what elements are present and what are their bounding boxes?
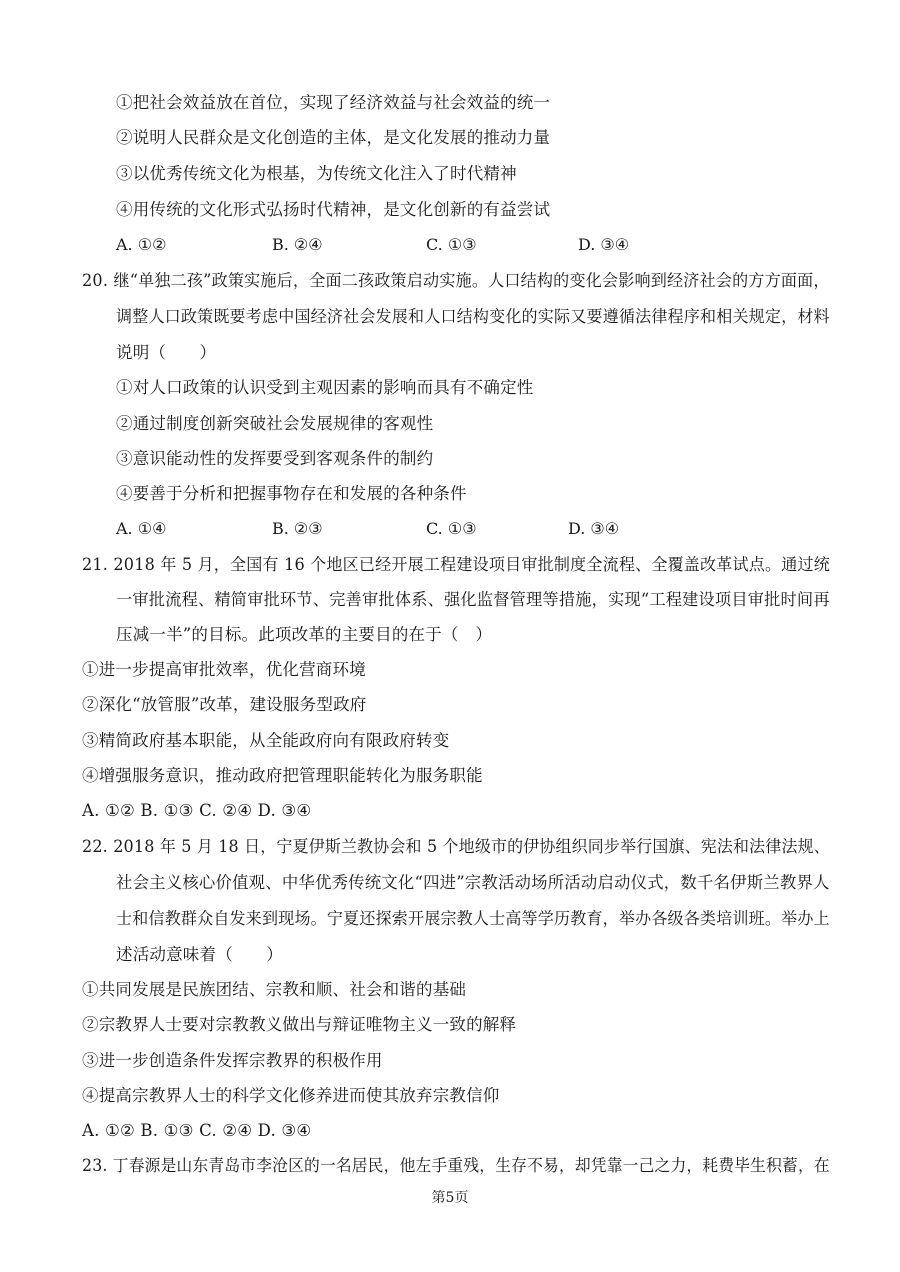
q19-option-c[interactable]: C. ①③ bbox=[426, 235, 477, 254]
q21-stem-line-3: 压减一半”的目标。此项改革的主要目的在于（ ） bbox=[116, 625, 493, 644]
q19-statement-1: ①把社会效益放在首位，实现了经济效益与社会效益的统一 bbox=[116, 93, 551, 112]
q21-stem-line-2: 一审批流程、精简审批环节、完善审批体系、强化监督管理等措施，实现“工程建设项目审批时间再 bbox=[116, 590, 830, 609]
q22-options[interactable]: A. ①② B. ①③ C. ②④ D. ③④ bbox=[82, 1121, 312, 1140]
q20-statement-2: ②通过制度创新突破社会发展规律的客观性 bbox=[116, 414, 434, 433]
q22-statement-1: ①共同发展是民族团结、宗教和顺、社会和谐的基础 bbox=[82, 980, 467, 999]
q20-option-b[interactable]: B. ②③ bbox=[272, 519, 323, 538]
q22-stem-line-2: 社会主义核心价值观、中华优秀传统文化“四进”宗教活动场所活动启动仪式，数千名伊斯兰教界人 bbox=[116, 873, 830, 892]
q19-options bbox=[116, 234, 716, 256]
q21-statement-2: ②深化“放管服”改革，建设服务型政府 bbox=[82, 695, 367, 714]
q22-stem-line-1: 22. 2018 年 5 月 18 日，宁夏伊斯兰教协会和 5 个地级市的伊协组织同步举行国旗、宪法和法律法规、 bbox=[82, 837, 830, 856]
q22-statement-2: ②宗教界人士要对宗教教义做出与辩证唯物主义一致的解释 bbox=[82, 1015, 517, 1034]
q21-stem-line-1: 21. 2018 年 5 月，全国有 16 个地区已经开展工程建设项目审批制度全流程、全覆盖改革试点。通过统 bbox=[82, 555, 831, 574]
q20-stem-line-2: 调整人口政策既要考虑中国经济社会发展和人口结构变化的实际又要遵循法律程序和相关规定，材料 bbox=[116, 307, 830, 326]
q19-statement-4: ④用传统的文化形式弘扬时代精神，是文化创新的有益尝试 bbox=[116, 200, 551, 219]
q20-option-c[interactable]: C. ①③ bbox=[426, 519, 477, 538]
page-number: 第5页 bbox=[431, 1190, 469, 1206]
q20-statement-4: ④要善于分析和把握事物存在和发展的各种条件 bbox=[116, 484, 467, 503]
q20-options bbox=[116, 518, 716, 540]
q19-option-a[interactable]: A. ①② bbox=[116, 235, 167, 254]
q23-stem-line-1: 23. 丁春源是山东青岛市李沧区的一名居民，他左手重残，生存不易，却凭靠一己之力，耗费毕生积蓄，在 bbox=[82, 1156, 830, 1175]
q22-statement-3: ③进一步创造条件发挥宗教界的积极作用 bbox=[82, 1051, 383, 1070]
q20-stem-line-1: 20. 继“单独二孩”政策实施后，全面二孩政策启动实施。人口结构的变化会影响到经济社会的方方面面， bbox=[82, 271, 830, 290]
q21-statement-1: ①进一步提高审批效率，优化营商环境 bbox=[82, 660, 366, 679]
q21-options[interactable]: A. ①② B. ①③ C. ②④ D. ③④ bbox=[82, 801, 312, 820]
q19-option-b[interactable]: B. ②④ bbox=[272, 235, 323, 254]
q22-stem-line-4: 述活动意味着（ ） bbox=[116, 945, 283, 964]
q20-stem-line-3: 说明（ ） bbox=[116, 343, 217, 362]
q19-statement-2: ②说明人民群众是文化创造的主体，是文化发展的推动力量 bbox=[116, 128, 551, 147]
q19-statement-3: ③以优秀传统文化为根基，为传统文化注入了时代精神 bbox=[116, 164, 517, 183]
q21-statement-3: ③精简政府基本职能，从全能政府向有限政府转变 bbox=[82, 731, 450, 750]
q20-option-d[interactable]: D. ③④ bbox=[568, 519, 620, 538]
q20-statement-3: ③意识能动性的发挥要受到客观条件的制约 bbox=[116, 449, 434, 468]
q20-statement-1: ①对人口政策的认识受到主观因素的影响而具有不确定性 bbox=[116, 378, 534, 397]
q22-stem-line-3: 士和信教群众自发来到现场。宁夏还探索开展宗教人士高等学历教育，举办各级各类培训班。举办上 bbox=[116, 909, 830, 928]
q22-statement-4: ④提高宗教界人士的科学文化修养进而使其放弃宗教信仰 bbox=[82, 1086, 500, 1105]
q19-option-d[interactable]: D. ③④ bbox=[578, 235, 630, 254]
q21-statement-4: ④增强服务意识，推动政府把管理职能转化为服务职能 bbox=[82, 766, 483, 785]
q20-option-a[interactable]: A. ①④ bbox=[116, 519, 167, 538]
